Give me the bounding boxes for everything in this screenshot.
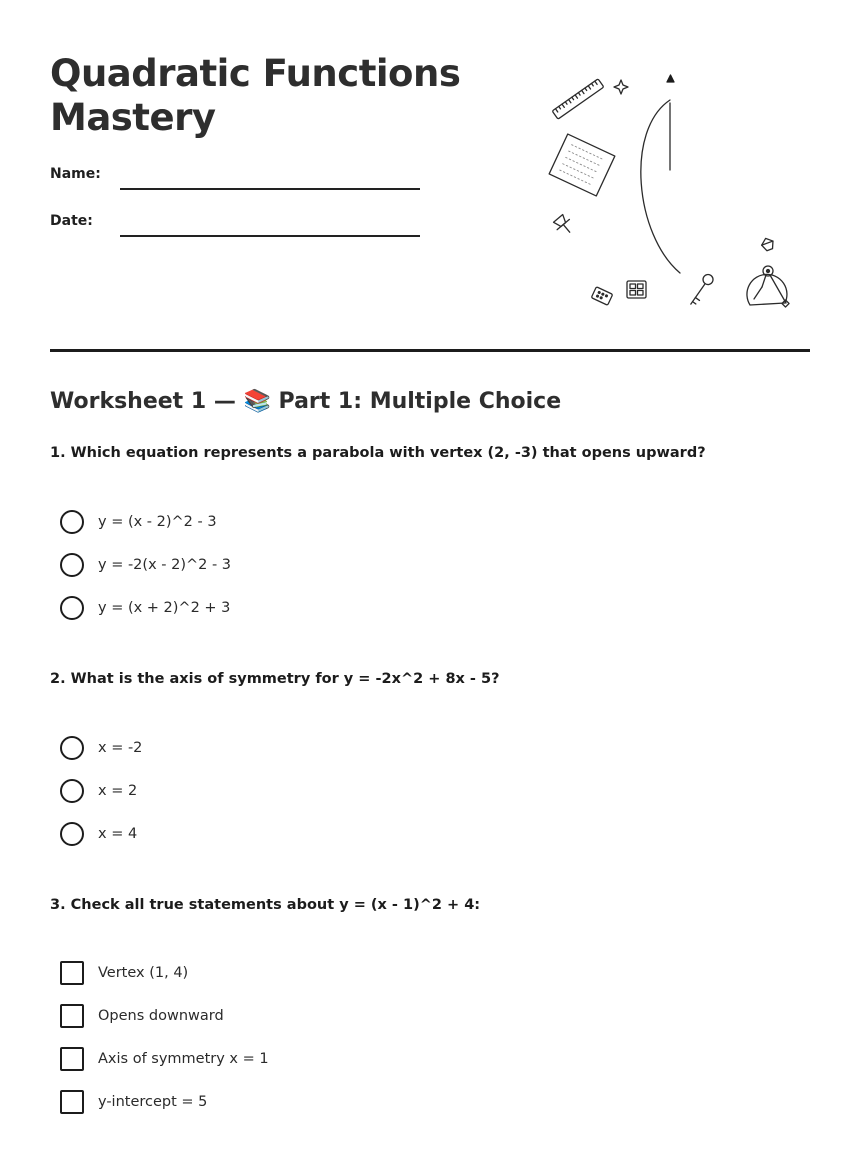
name-label: Name: — [50, 166, 101, 182]
q3-option-c[interactable] — [60, 1046, 269, 1072]
option-label: Axis of symmetry x = 1 — [98, 1051, 269, 1067]
question-2: 2. What is the axis of symmetry for y = -2x^2 + 8x - 5? — [50, 671, 500, 687]
pushpin-icon — [552, 213, 576, 237]
name-field — [50, 166, 420, 196]
q2-option-c[interactable] — [60, 821, 137, 847]
key-icon — [687, 273, 715, 307]
sparkle-icon — [614, 80, 628, 94]
q1-option-a[interactable] — [60, 509, 217, 535]
dice-icon — [591, 287, 612, 305]
math-doodle-illustration — [540, 65, 800, 320]
graph-paper-icon — [549, 134, 615, 196]
date-line-input[interactable] — [120, 235, 420, 237]
option-label: x = -2 — [98, 740, 143, 756]
grid-icon — [627, 281, 646, 298]
name-line-input[interactable] — [120, 188, 420, 190]
option-label: y-intercept = 5 — [98, 1094, 208, 1110]
q2-option-a[interactable] — [60, 735, 142, 761]
checkbox[interactable] — [60, 1047, 84, 1071]
option-label: x = 2 — [98, 783, 138, 799]
option-label: y = (x - 2)^2 - 3 — [98, 514, 217, 530]
section-heading: Worksheet 1 — 📚 Part 1: Multiple Choice — [50, 389, 562, 414]
q3-option-d[interactable] — [60, 1089, 207, 1115]
radio-button[interactable] — [60, 553, 84, 577]
question-3: 3. Check all true statements about y = (x - 1)^2 + 4: — [50, 897, 481, 913]
header-divider — [50, 349, 810, 352]
question-1: 1. Which equation represents a parabola with vertex (2, -3) that opens upward? — [50, 445, 706, 461]
radio-button[interactable] — [60, 596, 84, 620]
parabola-curve-icon — [641, 100, 680, 273]
radio-button[interactable] — [60, 779, 84, 803]
checkbox[interactable] — [60, 1004, 84, 1028]
date-field — [50, 213, 420, 243]
arrow-up-icon — [667, 75, 674, 82]
checkbox[interactable] — [60, 1090, 84, 1114]
q3-option-a[interactable] — [60, 960, 188, 986]
radio-button[interactable] — [60, 822, 84, 846]
checkbox[interactable] — [60, 961, 84, 985]
q3-option-b[interactable] — [60, 1003, 224, 1029]
option-label: x = 4 — [98, 826, 138, 842]
q2-option-b[interactable] — [60, 778, 137, 804]
page-title: Quadratic Functions Mastery — [50, 52, 461, 139]
ruler-icon — [552, 79, 604, 119]
radio-button[interactable] — [60, 736, 84, 760]
protractor-compass-icon — [747, 266, 789, 307]
date-label: Date: — [50, 213, 93, 229]
q1-option-c[interactable] — [60, 595, 230, 621]
option-label: Vertex (1, 4) — [98, 965, 189, 981]
option-label: Opens downward — [98, 1008, 224, 1024]
radio-button[interactable] — [60, 510, 84, 534]
option-label: y = -2(x - 2)^2 - 3 — [98, 557, 232, 573]
q1-option-b[interactable] — [60, 552, 231, 578]
eraser-icon — [760, 236, 775, 251]
option-label: y = (x + 2)^2 + 3 — [98, 600, 231, 616]
